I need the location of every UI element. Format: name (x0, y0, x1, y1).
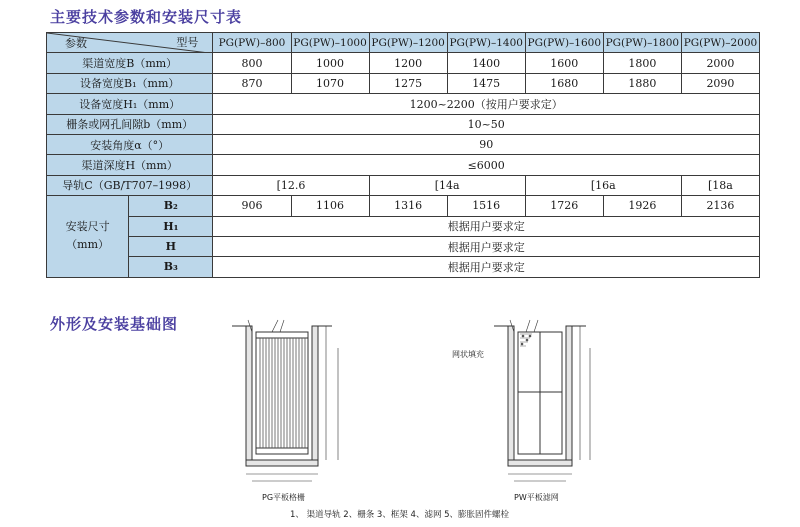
table-cell: 根据用户要求定 (213, 216, 760, 236)
table-row (47, 114, 760, 134)
pg-grille-drawing (228, 318, 348, 486)
table-cell: [16a (525, 175, 681, 195)
table-cell: 2000 (681, 53, 759, 73)
table-cell: 1200 (369, 53, 447, 73)
pw-screen-drawing (490, 318, 600, 486)
table-cell: 2136 (681, 196, 759, 216)
table-row (47, 196, 760, 216)
row-label: H₁ (129, 216, 213, 236)
table-cell: 1800 (603, 53, 681, 73)
row-label: 渠道宽度B（mm） (47, 53, 213, 73)
model-header: PG(PW)–1800 (603, 33, 681, 53)
table-row (47, 94, 760, 114)
table-cell: 根据用户要求定 (213, 236, 760, 256)
table-cell: [14a (369, 175, 525, 195)
table-cell: 870 (213, 73, 291, 93)
table-row (47, 236, 760, 256)
table-row (47, 134, 760, 154)
table-cell: [18a (681, 175, 759, 195)
table-cell: 1200~2200（按用户要求定） (213, 94, 760, 114)
table-row (47, 73, 760, 93)
table-row (47, 155, 760, 175)
row-label: B₂ (129, 196, 213, 216)
model-header: PG(PW)–1600 (525, 33, 603, 53)
pg-caption: PG平板格栅 (262, 493, 306, 502)
corner-model-label: 型号 (176, 36, 199, 49)
table-cell: 1400 (447, 53, 525, 73)
table-cell: 800 (213, 53, 291, 73)
table-cell: ≤6000 (213, 155, 760, 175)
table-cell: 1600 (525, 53, 603, 73)
model-header: PG(PW)–1200 (369, 33, 447, 53)
table-cell: 1275 (369, 73, 447, 93)
model-header: PG(PW)–1400 (447, 33, 525, 53)
install-group-unit: （mm） (66, 238, 110, 252)
table-cell: 1316 (369, 196, 447, 216)
table-cell: 1070 (291, 73, 369, 93)
table-cell: 1926 (603, 196, 681, 216)
table-cell: 1475 (447, 73, 525, 93)
row-label: 设备宽度B₁（mm） (47, 73, 213, 93)
parameter-table (46, 32, 760, 278)
drawing-legend: 1、 渠道导轨 2、栅条 3、框架 4、滤网 5、膨胀固件螺栓 (290, 510, 510, 520)
pw-mesh-annotation: 网状填充 (452, 350, 484, 359)
table-cell: 1516 (447, 196, 525, 216)
install-group-title: 安装尺寸 (65, 220, 110, 234)
model-header: PG(PW)–1000 (291, 33, 369, 53)
drawing-title: 外形及安装基础图 (50, 315, 179, 333)
table-row (47, 53, 760, 73)
row-label: 栅条或网孔间隙b（mm） (47, 114, 213, 134)
table-cell: 1880 (603, 73, 681, 93)
table-cell: 2090 (681, 73, 759, 93)
table-cell: 根据用户要求定 (213, 257, 760, 277)
table-cell: 1680 (525, 73, 603, 93)
table-row (47, 216, 760, 236)
install-group-label (47, 196, 129, 278)
table-cell: 10~50 (213, 114, 760, 134)
model-header: PG(PW)–2000 (681, 33, 759, 53)
header-row (47, 33, 760, 53)
corner-param-label: 参数 (65, 37, 87, 51)
table-cell: [12.6 (213, 175, 369, 195)
row-label: 安装角度α（°） (47, 134, 213, 154)
table-cell: 1000 (291, 53, 369, 73)
table-cell: 1726 (525, 196, 603, 216)
row-label: H (129, 236, 213, 256)
row-label: 设备宽度H₁（mm） (47, 94, 213, 114)
table-cell: 1106 (291, 196, 369, 216)
row-label: 渠道深度H（mm） (47, 155, 213, 175)
table-title: 主要技术参数和安装尺寸表 (50, 8, 243, 26)
model-header: PG(PW)–800 (213, 33, 291, 53)
table-row (47, 257, 760, 277)
table-cell: 906 (213, 196, 291, 216)
corner-cell (47, 33, 213, 53)
table-cell: 90 (213, 134, 760, 154)
row-label: B₃ (129, 257, 213, 277)
table-row (47, 175, 760, 195)
pw-caption: PW平板滤网 (514, 493, 559, 502)
row-label: 导轨C（GB/T707–1998） (47, 175, 213, 195)
